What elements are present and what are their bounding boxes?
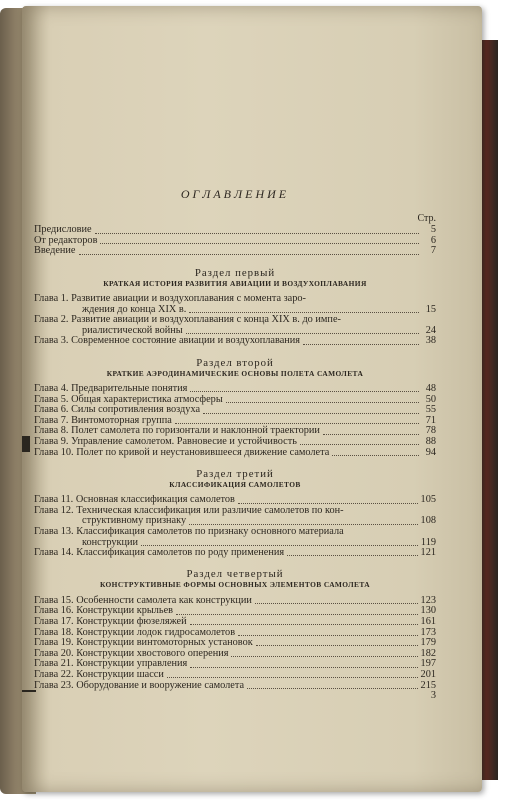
- page-number: 78: [425, 425, 436, 437]
- chapter-label: Глава 23.: [34, 679, 74, 691]
- dot-leader: [238, 635, 417, 636]
- chapter-entry: [34, 405, 436, 416]
- chapter-label: Глава 5.: [34, 393, 69, 405]
- sections-list: [34, 268, 436, 691]
- page-number: 215: [420, 679, 436, 691]
- dot-leader: [287, 555, 417, 556]
- chapter-label: Глава 17.: [34, 615, 74, 627]
- dot-leader: [255, 603, 418, 604]
- dot-leader: [226, 402, 419, 403]
- dot-leader: [190, 391, 419, 392]
- page-number: 108: [420, 515, 436, 527]
- page-number: 88: [425, 436, 436, 448]
- page-number: 197: [420, 658, 436, 670]
- dot-leader: [190, 667, 417, 668]
- page-column-label: Стр.: [417, 213, 436, 224]
- page-number: 182: [420, 647, 436, 659]
- page-number: 24: [425, 324, 436, 336]
- page-number: 55: [425, 404, 436, 416]
- page-number: 50: [425, 393, 436, 405]
- dot-leader: [323, 434, 419, 435]
- section-subtitle: КРАТКАЯ ИСТОРИЯ РАЗВИТИЯ АВИАЦИИ И ВОЗДУХОПЛАВАНИЯ: [103, 278, 367, 288]
- chapter-title: Оборудование и вооружение самолета: [76, 679, 245, 691]
- chapter-entry: [34, 315, 436, 326]
- dot-leader: [100, 243, 419, 244]
- dot-leader: [95, 233, 419, 234]
- trailing-page-number: 3: [430, 690, 436, 702]
- chapter-entry: [34, 527, 436, 538]
- dot-leader: [189, 312, 419, 313]
- page-number: 119: [420, 536, 436, 548]
- page-number: 94: [425, 446, 436, 458]
- chapter-label: Глава 3.: [34, 335, 69, 347]
- chapter-title: Конструкции хвостового оперения: [76, 647, 229, 659]
- table-of-contents: [34, 188, 436, 701]
- chapter-entry: [34, 617, 436, 628]
- chapter-title: Конструкции винтомоторных установок: [76, 637, 253, 649]
- dot-leader: [300, 444, 419, 445]
- front-matter-list: [34, 225, 436, 257]
- chapter-entry: [34, 680, 436, 691]
- chapter-label: Глава 1.: [34, 293, 69, 305]
- page-edge-mark: [22, 436, 30, 452]
- chapter-title-cont: ждения до конца XIX в.: [82, 303, 187, 315]
- page-number: 179: [420, 637, 436, 649]
- dot-leader: [175, 423, 419, 424]
- chapter-entry: [34, 638, 436, 649]
- chapter-label: Глава 2.: [34, 314, 69, 326]
- page-number: 7: [430, 245, 436, 257]
- chapter-title: Особенности самолета как конструкции: [76, 594, 252, 606]
- section-subtitle: КОНСТРУКТИВНЫЕ ФОРМЫ ОСНОВНЫХ ЭЛЕМЕНТОВ САМОЛЕТА: [99, 580, 371, 590]
- dot-leader: [203, 413, 419, 414]
- page-number: 130: [420, 605, 436, 617]
- chapter-title: Классификация самолетов по роду применения: [76, 547, 285, 559]
- chapter-label: Глава 19.: [34, 637, 74, 649]
- chapter-label: Глава 22.: [34, 668, 74, 680]
- dot-leader: [167, 677, 418, 678]
- chapter-title: Основная классификация самолетов: [75, 494, 235, 506]
- page-number: 38: [425, 335, 436, 347]
- dot-leader: [231, 656, 417, 657]
- toc-entry: [34, 246, 436, 257]
- chapter-label: Глава 21.: [34, 658, 74, 670]
- chapter-entry: [34, 495, 436, 506]
- chapter-title: Винтомоторная группа: [71, 414, 172, 426]
- section-heading: Раздел первый: [194, 266, 276, 279]
- page-number: 105: [420, 494, 436, 506]
- page-number: 173: [420, 626, 436, 638]
- chapter-entry: [34, 384, 436, 395]
- page-number: 48: [425, 383, 436, 395]
- dot-leader: [303, 344, 419, 345]
- entry-title: Предисловие: [34, 224, 92, 236]
- chapter-entry: [34, 670, 436, 681]
- chapter-entry: [34, 437, 436, 448]
- chapter-title: Конструкции управления: [76, 658, 188, 670]
- toc-title: ОГЛАВЛЕНИЕ: [180, 187, 290, 201]
- dot-leader: [79, 254, 419, 255]
- chapter-title: Развитие авиации и воздухоплавания с конца XIX в. до импе-: [71, 314, 341, 326]
- chapter-title-cont: структивному признаку: [82, 515, 187, 527]
- chapter-title: Конструкции лодок гидросамолетов: [76, 626, 236, 638]
- dot-leader: [141, 545, 418, 546]
- chapter-label: Глава 4.: [34, 383, 69, 395]
- page-number: 123: [420, 594, 436, 606]
- chapter-label: Глава 20.: [34, 647, 74, 659]
- section-heading: Раздел третий: [196, 467, 274, 480]
- page-number: 15: [425, 303, 436, 315]
- chapter-title: Предварительные понятия: [71, 383, 188, 395]
- chapter-title: Конструкции крыльев: [76, 605, 174, 617]
- chapter-label: Глава 6.: [34, 404, 69, 416]
- chapter-title-cont: конструкции: [82, 536, 139, 548]
- chapter-title: Конструкции шасси: [76, 668, 164, 680]
- chapter-label: Глава 8.: [34, 425, 69, 437]
- chapter-label: Глава 14.: [34, 547, 74, 559]
- dot-leader: [256, 645, 418, 646]
- chapter-label: Глава 13.: [34, 525, 74, 537]
- chapter-title: Управление самолетом. Равновесие и устойчивость: [71, 436, 297, 448]
- page-number: 6: [430, 234, 436, 246]
- page-number: 71: [425, 414, 436, 426]
- chapter-entry: [34, 548, 436, 559]
- toc-entry: [34, 225, 436, 236]
- dot-leader: [186, 333, 419, 334]
- chapter-label: Глава 10.: [34, 446, 74, 458]
- chapter-label: Глава 15.: [34, 594, 74, 606]
- page-number: 5: [430, 224, 436, 236]
- chapter-title: Общая характеристика атмосферы: [71, 393, 223, 405]
- dot-leader: [190, 624, 418, 625]
- chapter-label: Глава 7.: [34, 414, 69, 426]
- chapter-entry: [34, 294, 436, 305]
- chapter-title: Конструкции фюзеляжей: [76, 615, 187, 627]
- chapter-label: Глава 16.: [34, 605, 74, 617]
- chapter-title: Полет по кривой и неустановившееся движение самолета: [76, 446, 330, 458]
- chapter-title: Силы сопротивления воздуха: [71, 404, 201, 416]
- section-heading: Раздел второй: [196, 356, 274, 369]
- section-subtitle: КЛАССИФИКАЦИЯ САМОЛЕТОВ: [169, 479, 301, 489]
- entry-title: Введение: [34, 245, 76, 257]
- chapter-label: Глава 18.: [34, 626, 74, 638]
- chapter-title: Техническая классификация или различие самолетов по кон-: [76, 504, 344, 516]
- page-number: 161: [420, 615, 436, 627]
- entry-title: От редакторов: [34, 234, 98, 246]
- section-heading: Раздел четвертый: [186, 568, 284, 581]
- chapter-title: Полет самолета по горизонтали и наклонной траектории: [71, 425, 320, 437]
- dot-leader: [247, 688, 418, 689]
- chapter-label: Глава 9.: [34, 436, 69, 448]
- chapter-entry: [34, 447, 436, 458]
- chapter-title: Развитие авиации и воздухоплавания с момента заро-: [71, 293, 306, 305]
- dot-leader: [238, 503, 418, 504]
- chapter-title: Классификация самолетов по признаку основного материала: [76, 525, 344, 537]
- page-number: 201: [420, 668, 436, 680]
- chapter-entry: [34, 336, 436, 347]
- chapter-label: Глава 11.: [34, 494, 74, 506]
- chapter-title-cont: риалистической войны: [82, 324, 183, 336]
- chapter-title: Современное состояние авиации и воздухоплавания: [71, 335, 301, 347]
- dot-leader: [332, 455, 419, 456]
- dot-leader: [189, 524, 417, 525]
- dot-leader: [176, 614, 418, 615]
- page-number: 121: [420, 547, 436, 559]
- section-subtitle: КРАТКИЕ АЭРОДИНАМИЧЕСКИЕ ОСНОВЫ ПОЛЕТА САМОЛЕТА: [106, 368, 364, 378]
- chapter-label: Глава 12.: [34, 504, 74, 516]
- toc-entry: [34, 236, 436, 247]
